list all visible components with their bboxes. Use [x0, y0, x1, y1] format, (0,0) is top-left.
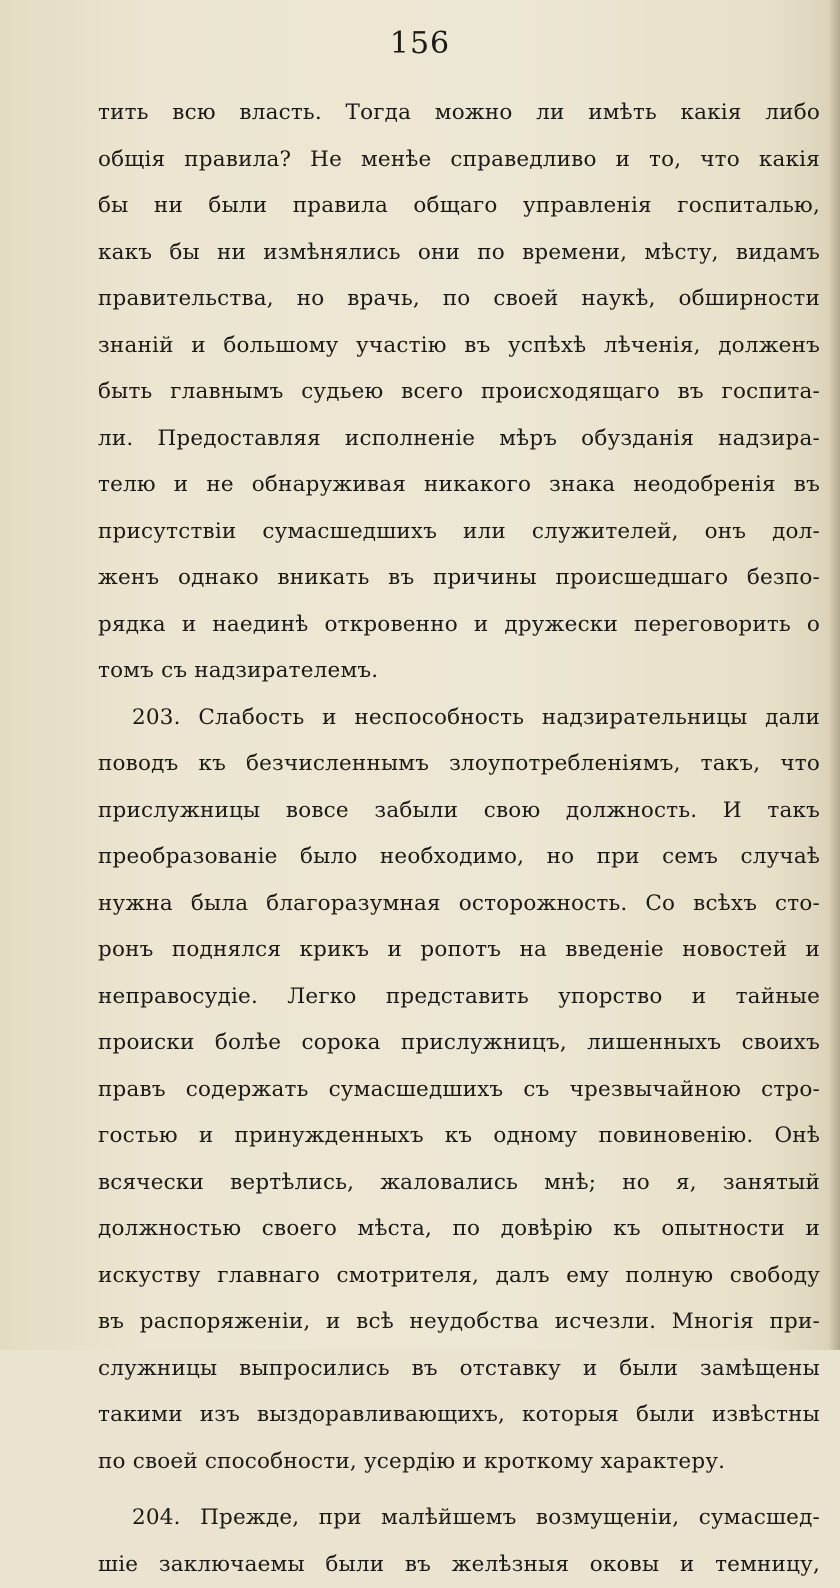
- text-line: женъ однако вникать въ причины происшедшаго безпо-: [98, 555, 820, 602]
- page-edge-shadow: [828, 0, 840, 1350]
- text-line: какъ бы ни измѣнялись они по времени, мѣсту, видамъ: [98, 230, 820, 277]
- text-line: знаній и большому участію въ успѣхѣ лѣченія, долженъ: [98, 323, 820, 370]
- text-line: въ распоряженіи, и всѣ неудобства исчезли. Многія при-: [98, 1299, 820, 1346]
- paragraph-203: [98, 695, 820, 1486]
- text-line: общія правила? Не менѣе справедливо и то, что какія: [98, 137, 820, 184]
- text-line: быть главнымъ судьею всего происходящаго въ госпита-: [98, 369, 820, 416]
- text-line: преобразованіе было необходимо, но при семъ случаѣ: [98, 834, 820, 881]
- body-text: [98, 90, 820, 1588]
- text-line: бы ни были правила общаго управленія госпиталью,: [98, 183, 820, 230]
- text-line: рядка и наединѣ откровенно и дружески переговорить о: [98, 602, 820, 649]
- text-line: неправосудіе. Легко представить упорство и тайные: [98, 974, 820, 1021]
- text-line: искуству главнаго смотрителя, далъ ему полную свободу: [98, 1253, 820, 1300]
- text-line: гостью и принужденныхъ къ одному повиновенію. Онѣ: [98, 1113, 820, 1160]
- paragraph-gap: [98, 1485, 820, 1495]
- text-line: служницы выпросились въ отставку и были замѣщены: [98, 1346, 820, 1393]
- text-line: томъ съ надзирателемъ.: [98, 648, 820, 695]
- text-line: 203. Слабость и неспособность надзирательницы дали: [98, 695, 820, 742]
- text-line: правительства, но врачь, по своей наукѣ, обширности: [98, 276, 820, 323]
- text-line: должностью своего мѣста, по довѣрію къ опытности и: [98, 1206, 820, 1253]
- text-line: шіе заключаемы были въ желѣзныя оковы и темницу,: [98, 1542, 820, 1588]
- text-line: ронъ поднялся крикъ и ропотъ на введеніе новостей и: [98, 927, 820, 974]
- text-line: ли. Предоставляя исполненіе мѣръ обузданія надзира-: [98, 416, 820, 463]
- text-line: всячески вертѣлись, жаловались мнѣ; но я, занятый: [98, 1160, 820, 1207]
- text-line: правъ содержать сумасшедшихъ съ чрезвычайною стро-: [98, 1067, 820, 1114]
- text-line: тить всю власть. Тогда можно ли имѣть какія либо: [98, 90, 820, 137]
- page-number: 156: [0, 26, 840, 61]
- text-line: присутствіи сумасшедшихъ или служителей, онъ дол-: [98, 509, 820, 556]
- text-line: 204. Прежде, при малѣйшемъ возмущеніи, сумасшед-: [98, 1495, 820, 1542]
- text-line: такими изъ выздоравливающихъ, которыя были извѣстны: [98, 1392, 820, 1439]
- text-line: поводъ къ безчисленнымъ злоупотребленіямъ, такъ, что: [98, 741, 820, 788]
- text-line: по своей способности, усердію и кроткому характеру.: [98, 1439, 820, 1486]
- text-line: прислужницы вовсе забыли свою должность. И такъ: [98, 788, 820, 835]
- paragraph-continuation: [98, 90, 820, 695]
- paragraph-204: [98, 1495, 820, 1588]
- text-line: происки болѣе сорока прислужницъ, лишенныхъ своихъ: [98, 1020, 820, 1067]
- text-line: телю и не обнаруживая никакого знака неодобренія въ: [98, 462, 820, 509]
- text-line: нужна была благоразумная осторожность. Со всѣхъ сто-: [98, 881, 820, 928]
